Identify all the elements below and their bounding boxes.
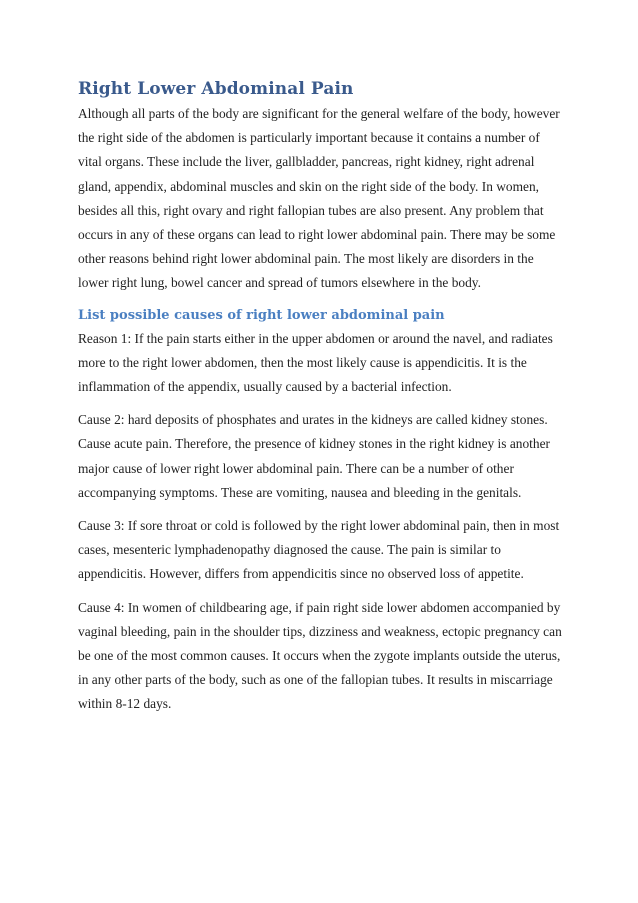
document-page bbox=[78, 78, 564, 726]
causes-subheading: List possible causes of right lower abdominal pain bbox=[78, 307, 445, 323]
cause-paragraph-4: Cause 4: In women of childbearing age, if pain right side lower abdomen accompanied by vaginal bleeding, pain in the shoulder tips, dizziness and weakness, ectopic pregnancy can be one of the most common causes. It occurs when the zygote implants outside the uterus, in any other parts of the body, such as one of the fallopian tubes. It results in miscarriage within 8-12 days. bbox=[78, 599, 562, 712]
cause-paragraph-2: Cause 2: hard deposits of phosphates and urates in the kidneys are called kidney stones. Cause acute pain. Therefore, the presence of kidney stones in the right kidney is another major cause of lower right lower abdominal pain. There can be a number of other accompanying symptoms. These are vomiting, nausea and bleeding in the genitals. bbox=[78, 412, 550, 500]
intro-paragraph: Although all parts of the body are significant for the general welfare of the body, however the right side of the abdomen is particularly important because it contains a number of vital organs. These include the liver, gallbladder, pancreas, right kidney, right adrenal gland, appendix, abdominal muscles and skin on the right side of the body. In women, besides all this, right ovary and right fallopian tubes are also present. Any problem that occurs in any of these organs can lead to right lower abdominal pain. There may be some other reasons behind right lower abdominal pain. The most likely are disorders in the lower right lung, bowel cancer and spread of tumors elsewhere in the body. bbox=[78, 106, 560, 291]
cause-paragraph-1: Reason 1: If the pain starts either in the upper abdomen or around the navel, and radiates more to the right lower abdomen, then the most likely cause is appendicitis. It is the inflammation of the appendix, usually caused by a bacterial infection. bbox=[78, 330, 553, 395]
cause-paragraph-3: Cause 3: If sore throat or cold is followed by the right lower abdominal pain, then in most cases, mesenteric lymphadenopathy diagnosed the cause. The pain is similar to appendicitis. However, differs from appendicitis since no observed loss of appetite. bbox=[78, 518, 560, 582]
document-title: Right Lower Abdominal Pain bbox=[78, 79, 354, 99]
